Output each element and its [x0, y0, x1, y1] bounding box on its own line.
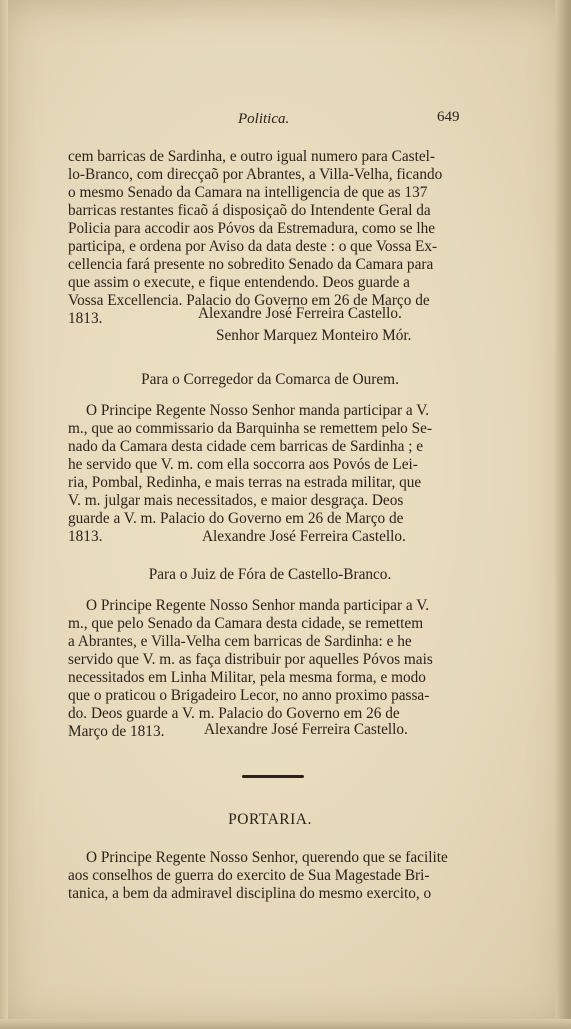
text-line: Março de 1813. [68, 723, 165, 740]
text-line: 1813. [68, 310, 103, 327]
text-line: que o praticou o Brigadeiro Lecor, no anno proximo passa- [68, 687, 430, 704]
letter-3-body [68, 597, 472, 741]
letter-3-heading: Para o Juiz de Fóra de Castello-Branco. [148, 566, 392, 583]
page-bottom-edge [0, 1019, 571, 1029]
text-line: m., que pelo Senado da Camara desta cidade, se remettem [68, 615, 424, 632]
portaria-body [68, 849, 472, 903]
text-line: servido que V. m. as faça distribuir por aquelles Póvos mais [68, 651, 433, 668]
letter-2-signature: Alexandre José Ferreira Castello. [202, 528, 406, 545]
text-line: he servido que V. m. com ella soccorra aos Povós de Lei- [68, 456, 418, 473]
letter-1-addressee: Senhor Marquez Monteiro Mór. [216, 327, 412, 344]
text-line: guarde a V. m. Palacio do Governo em 26 de Março de [68, 510, 404, 527]
page-left-edge [0, 0, 8, 1029]
text-line: participa, e ordena por Aviso da data deste : o que Vossa Ex- [68, 238, 438, 255]
text-line: O Principe Regente Nosso Senhor manda participar a V. [86, 597, 430, 614]
letter-2-body [68, 402, 472, 546]
text-line: nado da Camara desta cidade cem barricas de Sardinha ; e [68, 438, 424, 455]
text-line: necessitados em Linha Militar, pela mesma forma, e modo [68, 669, 426, 686]
letter-3-signature: Alexandre José Ferreira Castello. [204, 721, 408, 738]
text-line: que assim o execute, e fique entendendo. Deos guarde a [68, 274, 410, 291]
text-line: Vossa Excellencia. Palacio do Governo em 26 de Março de [68, 292, 430, 309]
text-line: O Principe Regente Nosso Senhor, querendo que se facilite [86, 849, 448, 866]
text-line: do. Deos guarde a V. m. Palacio do Governo em 26 de [68, 705, 400, 722]
text-line: 1813. [68, 528, 103, 545]
text-line: Policia para accodir aos Póvos da Estremadura, como se lhe [68, 220, 436, 237]
text-line: tanica, a bem da admiravel disciplina do mesmo exercito, o [68, 885, 432, 902]
text-line: ria, Pombal, Redinha, e mais terras na estrada militar, que [68, 474, 422, 491]
text-line: a Abrantes, e Villa-Velha cem barricas de Sardinha: e he [68, 633, 412, 650]
text-line: lo-Branco, com direcçaõ por Abrantes, a Villa-Velha, ficando [68, 166, 443, 183]
text-line: o mesmo Senado da Camara na intelligencia de que as 137 [68, 184, 428, 201]
section-divider [242, 775, 304, 778]
text-line: barricas restantes ficaõ á disposiçaõ do Intendente Geral da [68, 202, 431, 219]
text-line: aos conselhos de guerra do exercito de Sua Magestade Bri- [68, 867, 430, 884]
text-line: V. m. julgar mais necessitados, e maior desgraça. Deos [68, 492, 404, 509]
running-title: Politica. [238, 111, 290, 127]
text-line: m., que ao commissario da Barquinha se remettem pelo Se- [68, 420, 433, 437]
portaria-title: PORTARIA. [228, 811, 312, 828]
text-line: O Principe Regente Nosso Senhor manda participar a V. [86, 402, 430, 419]
letter-1-body [68, 148, 472, 328]
page-right-edge [555, 0, 571, 1029]
text-line: cellencia fará presente no sobredito Senado da Camara para [68, 256, 434, 273]
text-line: cem barricas de Sardinha, e outro igual numero para Castel- [68, 148, 435, 165]
letter-2-heading: Para o Corregedor da Comarca de Ourem. [141, 371, 399, 388]
page-number: 649 [437, 109, 460, 125]
letter-1-signature: Alexandre José Ferreira Castello. [198, 305, 402, 322]
